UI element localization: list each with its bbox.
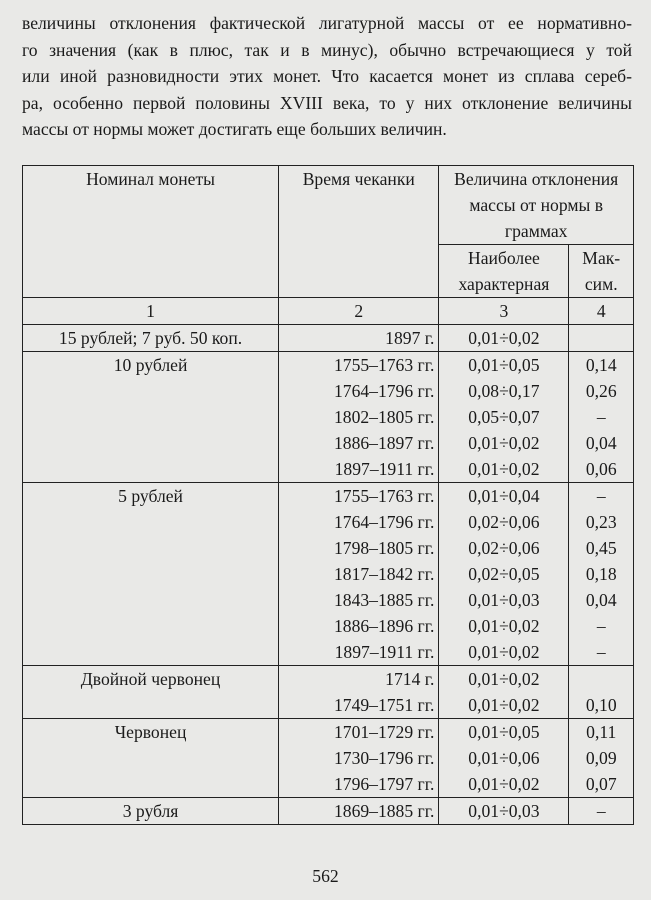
max-cell: 0,04 — [569, 430, 634, 456]
denomination-cell: 5 рублей — [23, 483, 279, 666]
max-cell — [569, 325, 634, 352]
header-max-line: сим. — [584, 274, 618, 294]
denomination-cell: Двойной червонец — [23, 666, 279, 719]
max-cell: 0,18 — [569, 561, 634, 587]
years-cell: 1749–1751 гг. — [279, 692, 439, 719]
max-cell: 0,07 — [569, 771, 634, 798]
typical-cell: 0,01÷0,02 — [439, 639, 569, 666]
max-cell — [569, 666, 634, 693]
years-cell: 1897 г. — [279, 325, 439, 352]
paragraph-line: го значения (как в плюс, так и в минус), обычно встречающиеся у той — [22, 39, 632, 60]
denomination-cell: Червонец — [23, 719, 279, 798]
max-cell: – — [569, 613, 634, 639]
max-cell: – — [569, 404, 634, 430]
years-cell: 1714 г. — [279, 666, 439, 693]
max-cell: 0,23 — [569, 509, 634, 535]
column-number: 3 — [439, 298, 569, 325]
column-number: 2 — [279, 298, 439, 325]
max-cell: – — [569, 639, 634, 666]
max-cell: 0,45 — [569, 535, 634, 561]
years-cell: 1764–1796 гг. — [279, 378, 439, 404]
years-cell: 1764–1796 гг. — [279, 509, 439, 535]
years-cell: 1817–1842 гг. — [279, 561, 439, 587]
header-typical — [439, 245, 569, 298]
max-cell: – — [569, 798, 634, 825]
typical-cell: 0,02÷0,05 — [439, 561, 569, 587]
header-denomination: Номинал монеты — [23, 166, 279, 298]
denomination-cell: 10 рублей — [23, 352, 279, 483]
table-body — [23, 325, 634, 825]
typical-cell: 0,01÷0,02 — [439, 771, 569, 798]
max-cell: 0,09 — [569, 745, 634, 771]
typical-cell: 0,01÷0,02 — [439, 692, 569, 719]
years-cell: 1796–1797 гг. — [279, 771, 439, 798]
years-cell: 1897–1911 гг. — [279, 456, 439, 483]
table-row — [23, 325, 634, 352]
table-row — [23, 483, 634, 510]
typical-cell: 0,01÷0,02 — [439, 430, 569, 456]
paragraph-line: величины отклонения фактической лигатурной массы от ее нормативно- — [22, 13, 632, 33]
max-cell: – — [569, 483, 634, 510]
table-row — [23, 798, 634, 825]
column-number: 1 — [23, 298, 279, 325]
table-row — [23, 352, 634, 379]
years-cell: 1886–1896 гг. — [279, 613, 439, 639]
table-row — [23, 666, 634, 693]
coin-deviation-table — [22, 165, 634, 825]
typical-cell: 0,01÷0,02 — [439, 325, 569, 352]
typical-cell: 0,01÷0,05 — [439, 719, 569, 746]
years-cell: 1886–1897 гг. — [279, 430, 439, 456]
header-deviation-line: массы от нормы в — [469, 195, 604, 215]
years-cell: 1802–1805 гг. — [279, 404, 439, 430]
header-deviation-line: Величина отклонения — [454, 169, 619, 189]
paragraph-line: или иной разновидности этих монет. Что касается монет из сплава сереб- — [22, 66, 632, 86]
max-cell: 0,26 — [569, 378, 634, 404]
typical-cell: 0,01÷0,05 — [439, 352, 569, 379]
typical-cell: 0,01÷0,03 — [439, 587, 569, 613]
typical-cell: 0,01÷0,06 — [439, 745, 569, 771]
typical-cell: 0,08÷0,17 — [439, 378, 569, 404]
header-typical-line: характерная — [458, 274, 550, 294]
typical-cell: 0,02÷0,06 — [439, 535, 569, 561]
column-number: 4 — [569, 298, 634, 325]
table-row — [23, 719, 634, 746]
header-deviation-line: граммах — [504, 221, 568, 241]
denomination-cell: 3 рубля — [23, 798, 279, 825]
years-cell: 1730–1796 гг. — [279, 745, 439, 771]
max-cell: 0,11 — [569, 719, 634, 746]
typical-cell: 0,01÷0,03 — [439, 798, 569, 825]
years-cell: 1897–1911 гг. — [279, 639, 439, 666]
years-cell: 1869–1885 гг. — [279, 798, 439, 825]
years-cell: 1843–1885 гг. — [279, 587, 439, 613]
max-cell: 0,04 — [569, 587, 634, 613]
typical-cell: 0,01÷0,02 — [439, 666, 569, 693]
typical-cell: 0,01÷0,02 — [439, 456, 569, 483]
page-number: 562 — [312, 866, 339, 886]
years-cell: 1798–1805 гг. — [279, 535, 439, 561]
header-max-line: Мак- — [582, 248, 621, 268]
denomination-cell: 15 рублей; 7 руб. 50 коп. — [23, 325, 279, 352]
typical-cell: 0,01÷0,02 — [439, 613, 569, 639]
header-max — [569, 245, 634, 298]
typical-cell: 0,05÷0,07 — [439, 404, 569, 430]
max-cell: 0,14 — [569, 352, 634, 379]
paragraph-line: ра, особенно первой половины XVIII века, то у них отклонение величины — [22, 92, 632, 113]
paragraph-line: массы от нормы может достигать еще больших величин. — [22, 119, 447, 139]
max-cell: 0,06 — [569, 456, 634, 483]
header-minting-time: Время чеканки — [279, 166, 439, 298]
years-cell: 1755–1763 гг. — [279, 483, 439, 510]
header-deviation — [439, 166, 634, 245]
years-cell: 1701–1729 гг. — [279, 719, 439, 746]
header-typical-line: Наиболее — [467, 248, 540, 268]
years-cell: 1755–1763 гг. — [279, 352, 439, 379]
body-paragraph — [22, 10, 632, 143]
max-cell: 0,10 — [569, 692, 634, 719]
typical-cell: 0,01÷0,04 — [439, 483, 569, 510]
typical-cell: 0,02÷0,06 — [439, 509, 569, 535]
